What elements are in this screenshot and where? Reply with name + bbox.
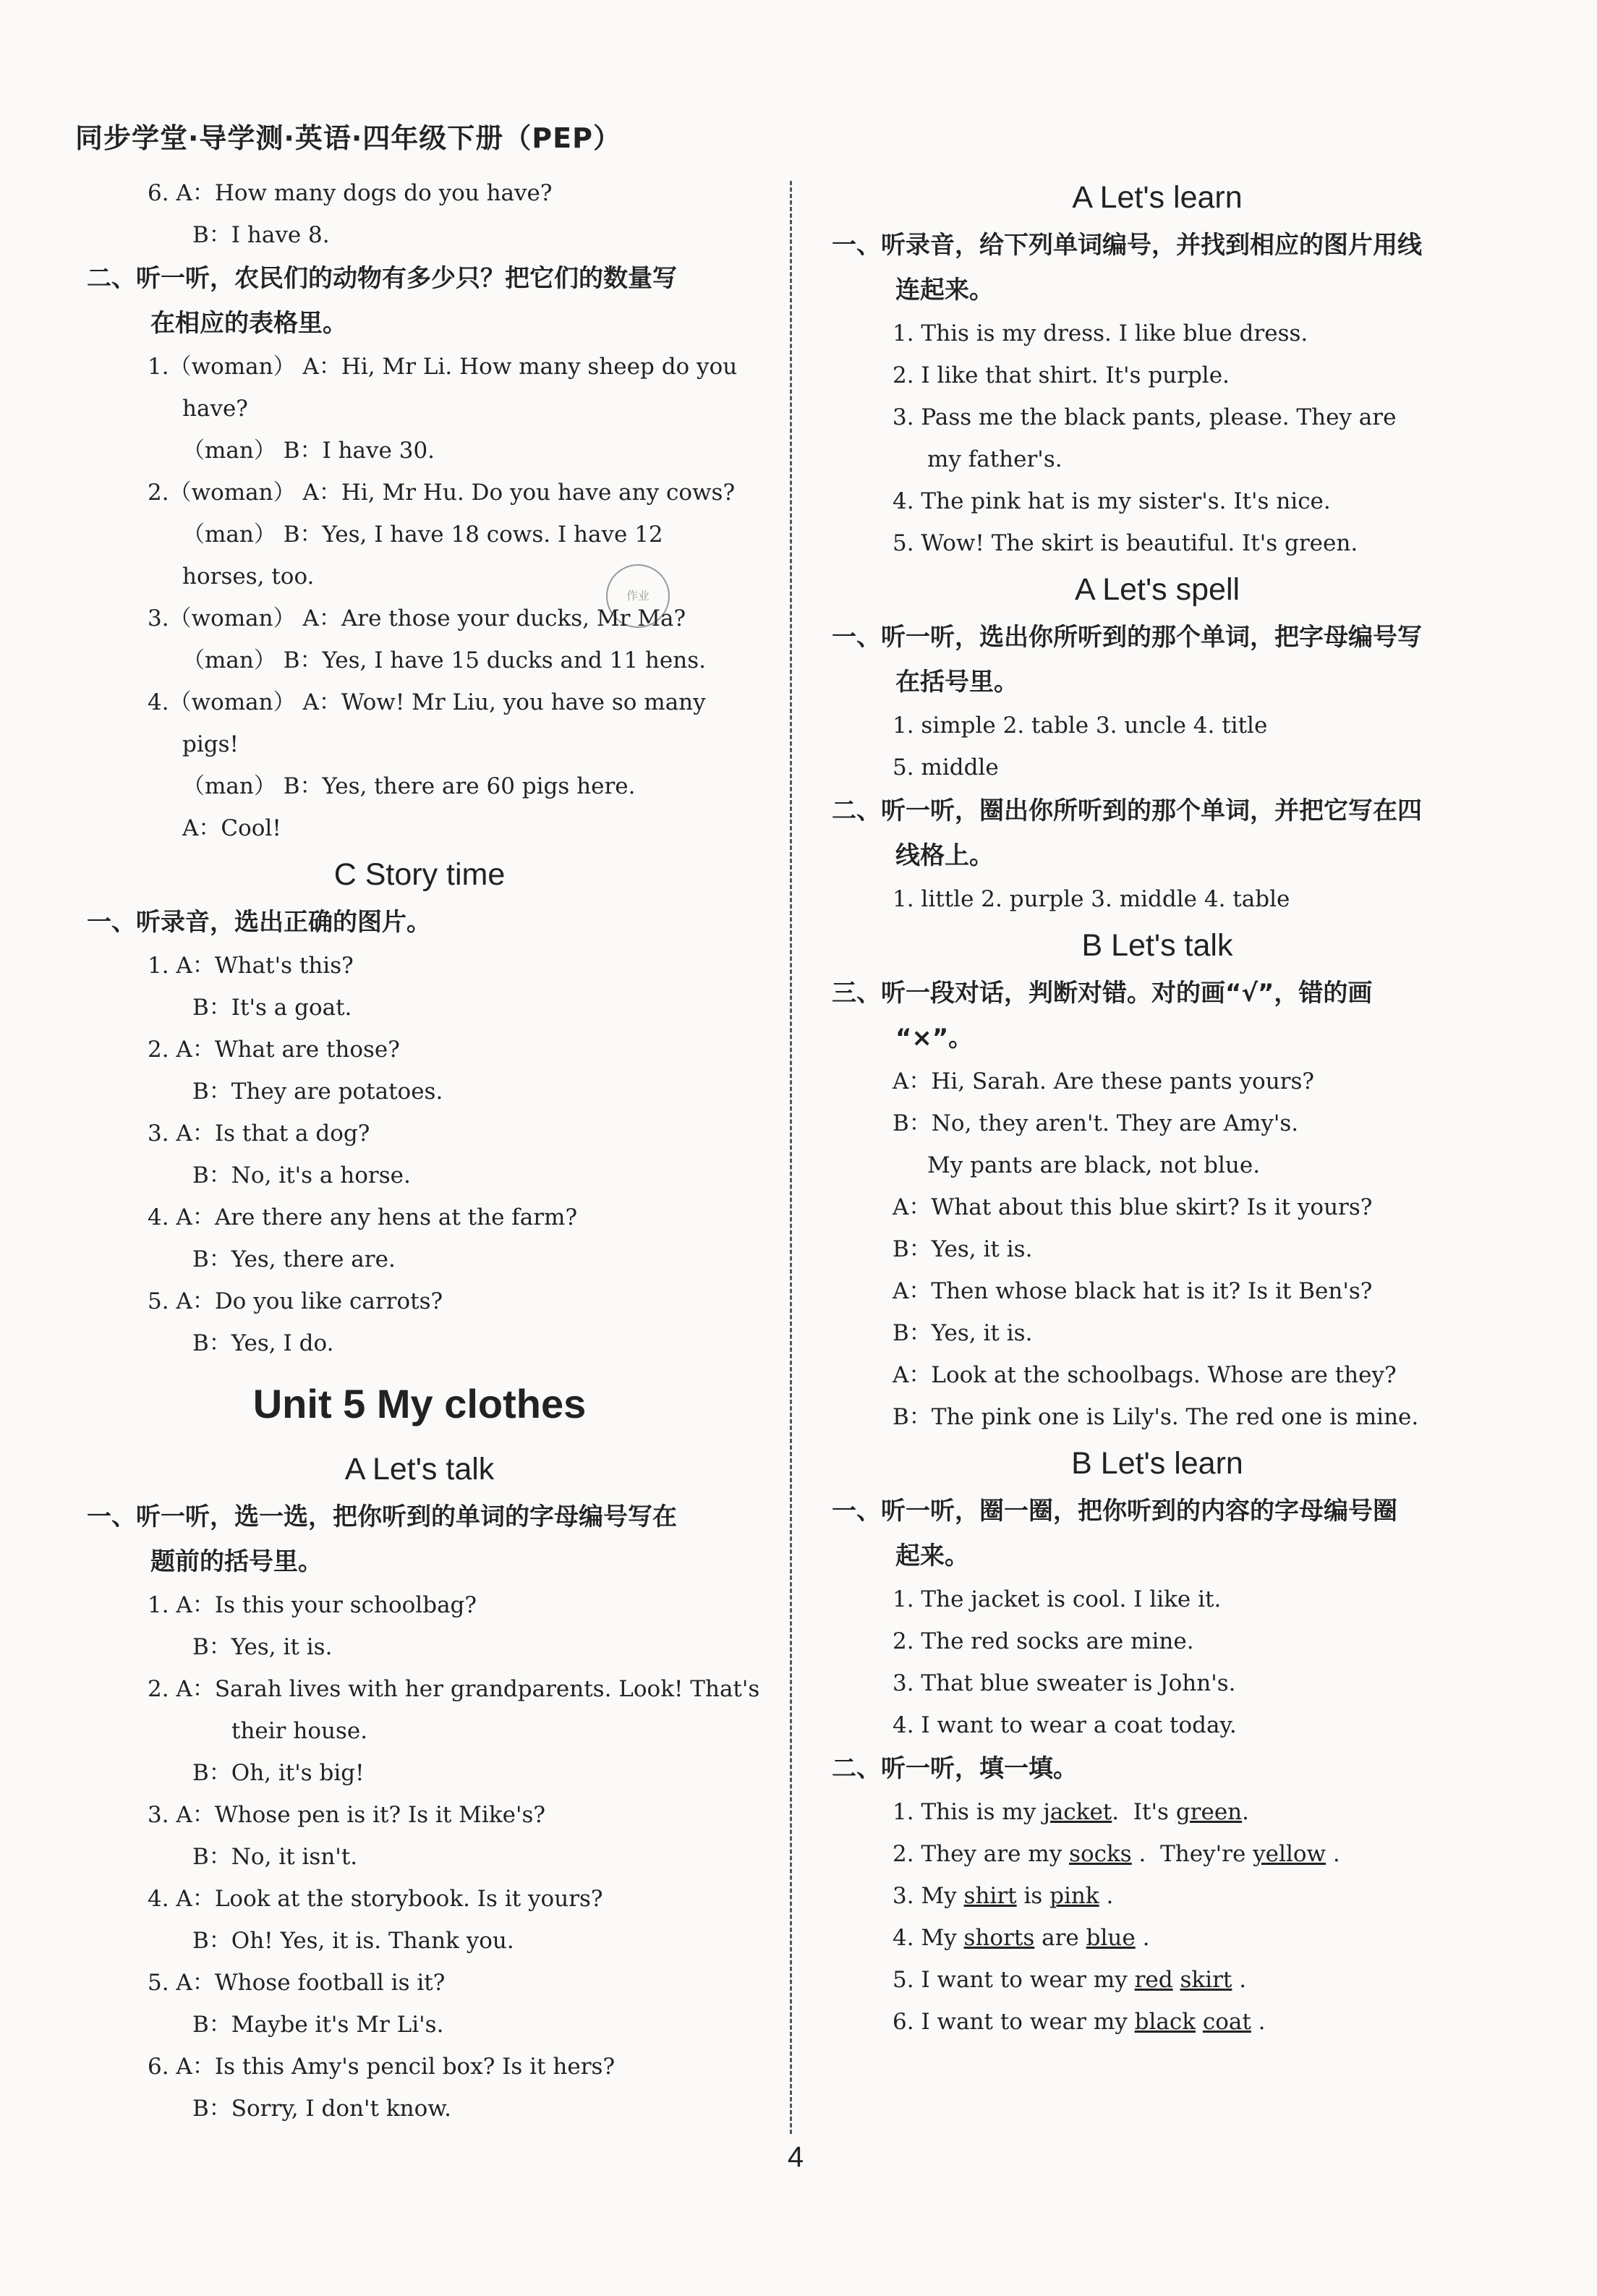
sentence-text [1196, 2009, 1203, 2035]
transcript-line: 1. simple 2. table 3. uncle 4. title [893, 713, 1268, 739]
item-number: 1. [893, 1799, 921, 1825]
item-number: 4. [893, 1925, 921, 1951]
question-heading-cont: 题前的括号里。 [150, 1547, 323, 1576]
transcript-line: B：No, they aren't. They are Amy's. [893, 1110, 1299, 1136]
transcript-line: have? [182, 396, 248, 422]
question-heading-cont: 在相应的表格里。 [150, 309, 347, 338]
transcript-line: （man） B：Yes, I have 18 cows. I have 12 [182, 522, 663, 548]
fill-in-line [832, 1875, 1483, 1917]
answer-word: pink [1049, 1883, 1099, 1909]
question-heading: 三、听一段对话，判断对错。对的画“√”，错的画 [832, 979, 1373, 1008]
question-heading: 一、听一听，圈一圈，把你听到的内容的字母编号圈 [832, 1497, 1397, 1526]
transcript-line: B：Yes, it is. [893, 1320, 1033, 1346]
transcript-line: B：No, it isn't. [192, 1844, 358, 1870]
page-header: 同步学堂·导学测·英语·四年级下册（PEP） [75, 122, 621, 154]
transcript-line: 2. A：Sarah lives with her grandparents. Look! That's [148, 1676, 760, 1702]
sentence-text [1173, 1967, 1180, 1993]
transcript-line: 3. That blue sweater is John's. [893, 1670, 1236, 1696]
fill-in-line [832, 1833, 1483, 1875]
transcript-line: B：It's a goat. [192, 995, 352, 1021]
transcript-line: 6. A：Is this Amy's pencil box? Is it hers? [148, 2054, 616, 2080]
sentence-text: . [1242, 1799, 1249, 1825]
transcript-line: B：Yes, it is. [893, 1236, 1033, 1262]
sentence-text: My [921, 1925, 964, 1951]
transcript-line: B：They are potatoes. [192, 1079, 443, 1105]
section-heading: A Let's spell [1074, 572, 1240, 607]
fill-in-line [832, 2001, 1483, 2043]
transcript-line: 3. A：Is that a dog? [148, 1121, 370, 1147]
transcript-line: My pants are black, not blue. [927, 1152, 1261, 1178]
sentence-text: They are my [921, 1841, 1070, 1867]
transcript-line: 5. A：Whose football is it? [148, 1970, 446, 1996]
transcript-line: B：I have 8. [192, 222, 330, 248]
question-heading: 一、听录音，给下列单词编号，并找到相应的图片用线 [832, 231, 1422, 260]
transcript-line: 4. A：Are there any hens at the farm? [148, 1204, 578, 1230]
transcript-line: 4.（woman） A：Wow! Mr Liu, you have so many [148, 689, 706, 715]
transcript-line: 4. I want to wear a coat today. [893, 1712, 1237, 1738]
sentence-text: . [1251, 2009, 1266, 2035]
answer-word: green [1175, 1799, 1243, 1825]
transcript-line: 2. I like that shirt. It's purple. [893, 362, 1230, 388]
sentence-text: . [1099, 1883, 1114, 1909]
transcript-line: horses, too. [182, 564, 315, 590]
transcript-line: B：Maybe it's Mr Li's. [192, 2012, 444, 2038]
fill-in-line [832, 1791, 1483, 1833]
sentence-text: I want to wear my [921, 1967, 1135, 1993]
answer-word: jacket [1043, 1799, 1112, 1825]
left-column [87, 172, 760, 2130]
sentence-text: . [1232, 1967, 1247, 1993]
answer-word: skirt [1180, 1967, 1232, 1993]
fill-in-line [832, 1917, 1483, 1959]
section-heading: A Let's talk [344, 1452, 495, 1487]
answer-word: red [1134, 1967, 1173, 1993]
transcript-line: 5. A：Do you like carrots? [148, 1288, 443, 1314]
sentence-text: I want to wear my [921, 2009, 1135, 2035]
section-heading: C Story time [333, 857, 506, 892]
question-heading: 一、听一听，选出你所听到的那个单词，把字母编号写 [832, 623, 1422, 652]
answer-word: coat [1202, 2009, 1251, 2035]
question-heading: 二、听一听，填一填。 [832, 1754, 1078, 1783]
transcript-line: A：Hi, Sarah. Are these pants yours? [893, 1068, 1315, 1094]
answer-word: shirt [963, 1883, 1017, 1909]
sentence-text: . It's [1112, 1799, 1176, 1825]
transcript-line: B：No, it's a horse. [192, 1162, 411, 1189]
transcript-line: pigs! [182, 731, 239, 757]
transcript-line: 3. Pass me the black pants, please. They are [893, 404, 1397, 430]
transcript-line: （man） B：Yes, I have 15 ducks and 11 hens. [182, 647, 706, 673]
transcript-line: 1. This is my dress. I like blue dress. [893, 320, 1308, 346]
transcript-line: A：What about this blue skirt? Is it yours? [893, 1194, 1373, 1220]
transcript-line: B：Oh! Yes, it is. Thank you. [192, 1928, 514, 1954]
transcript-line: 1. The jacket is cool. I like it. [893, 1586, 1222, 1612]
sentence-text: . [1326, 1841, 1340, 1867]
right-column [832, 172, 1483, 2043]
transcript-line: their house. [231, 1718, 368, 1744]
transcript-line: 1.（woman） A：Hi, Mr Li. How many sheep do you [148, 354, 738, 380]
transcript-line: （man） B：Yes, there are 60 pigs here. [182, 773, 636, 799]
transcript-line: B：Sorry, I don't know. [192, 2096, 451, 2122]
sentence-text: are [1034, 1925, 1086, 1951]
transcript-line: my father's. [927, 446, 1062, 472]
transcript-line: 1. little 2. purple 3. middle 4. table [893, 886, 1290, 912]
transcript-line: 5. middle [893, 754, 999, 781]
transcript-line: 3.（woman） A：Are those your ducks, Mr Ma? [148, 605, 686, 632]
transcript-line: 2. A：What are those? [148, 1037, 400, 1063]
transcript-line: 5. Wow! The skirt is beautiful. It's green. [893, 530, 1358, 556]
transcript-line: A：Then whose black hat is it? Is it Ben's? [893, 1278, 1373, 1304]
answer-word: yellow [1253, 1841, 1326, 1867]
transcript-line: A：Look at the schoolbags. Whose are they? [893, 1362, 1397, 1388]
question-heading: 二、听一听，圈出你所听到的那个单词，并把它写在四 [832, 796, 1422, 825]
section-heading: A Let's learn [1072, 180, 1243, 215]
unit-title: Unit 5 My clothes [252, 1381, 587, 1427]
transcript-line: 1. A：What's this? [148, 953, 354, 979]
item-number: 6. [893, 2009, 921, 2035]
transcript-line: 1. A：Is this your schoolbag? [148, 1592, 477, 1618]
sentence-text: is [1016, 1883, 1050, 1909]
question-heading: 一、听一听，选一选，把你听到的单词的字母编号写在 [87, 1502, 677, 1531]
sentence-text: This is my [921, 1799, 1044, 1825]
item-number: 5. [893, 1967, 921, 1993]
transcript-line: 4. A：Look at the storybook. Is it yours? [148, 1886, 603, 1912]
transcript-line: B：The pink one is Lily's. The red one is mine. [893, 1404, 1419, 1430]
section-heading: B Let's talk [1081, 928, 1233, 963]
transcript-line: 6. A：How many dogs do you have? [148, 180, 553, 206]
transcript-line: B：Yes, it is. [192, 1634, 333, 1660]
answer-word: shorts [963, 1925, 1035, 1951]
question-heading: 一、听录音，选出正确的图片。 [87, 908, 431, 937]
question-heading-cont: “×”。 [895, 1024, 974, 1053]
transcript-line: 4. The pink hat is my sister's. It's nice. [893, 488, 1331, 514]
question-heading-cont: 连起来。 [895, 276, 994, 305]
answer-word: black [1134, 2009, 1196, 2035]
sentence-text: . [1135, 1925, 1150, 1951]
sentence-text: . They're [1131, 1841, 1253, 1867]
transcript-line: （man） B：I have 30. [182, 438, 435, 464]
question-heading-cont: 在括号里。 [895, 668, 1018, 697]
sentence-text: My [921, 1883, 964, 1909]
section-heading: B Let's learn [1071, 1446, 1243, 1481]
answer-word: socks [1069, 1841, 1132, 1867]
transcript-line: B：Yes, I do. [192, 1330, 334, 1356]
fill-in-line [832, 1959, 1483, 2001]
page-number: 4 [787, 2141, 804, 2173]
question-heading-cont: 起来。 [895, 1542, 969, 1570]
item-number: 3. [893, 1883, 921, 1909]
stamp-mark: 作业 [606, 564, 670, 628]
transcript-line: A：Cool! [182, 815, 281, 841]
question-heading-cont: 线格上。 [895, 841, 994, 870]
transcript-line: B：Oh, it's big! [192, 1760, 365, 1786]
transcript-line: 2.（woman） A：Hi, Mr Hu. Do you have any cows? [148, 480, 736, 506]
item-number: 2. [893, 1841, 921, 1867]
transcript-line: B：Yes, there are. [192, 1246, 396, 1272]
transcript-line: 2. The red socks are mine. [893, 1628, 1194, 1654]
transcript-line: 3. A：Whose pen is it? Is it Mike's? [148, 1802, 546, 1828]
question-heading: 二、听一听，农民们的动物有多少只？把它们的数量写 [87, 264, 677, 293]
column-divider [790, 181, 792, 2134]
answer-word: blue [1086, 1925, 1136, 1951]
